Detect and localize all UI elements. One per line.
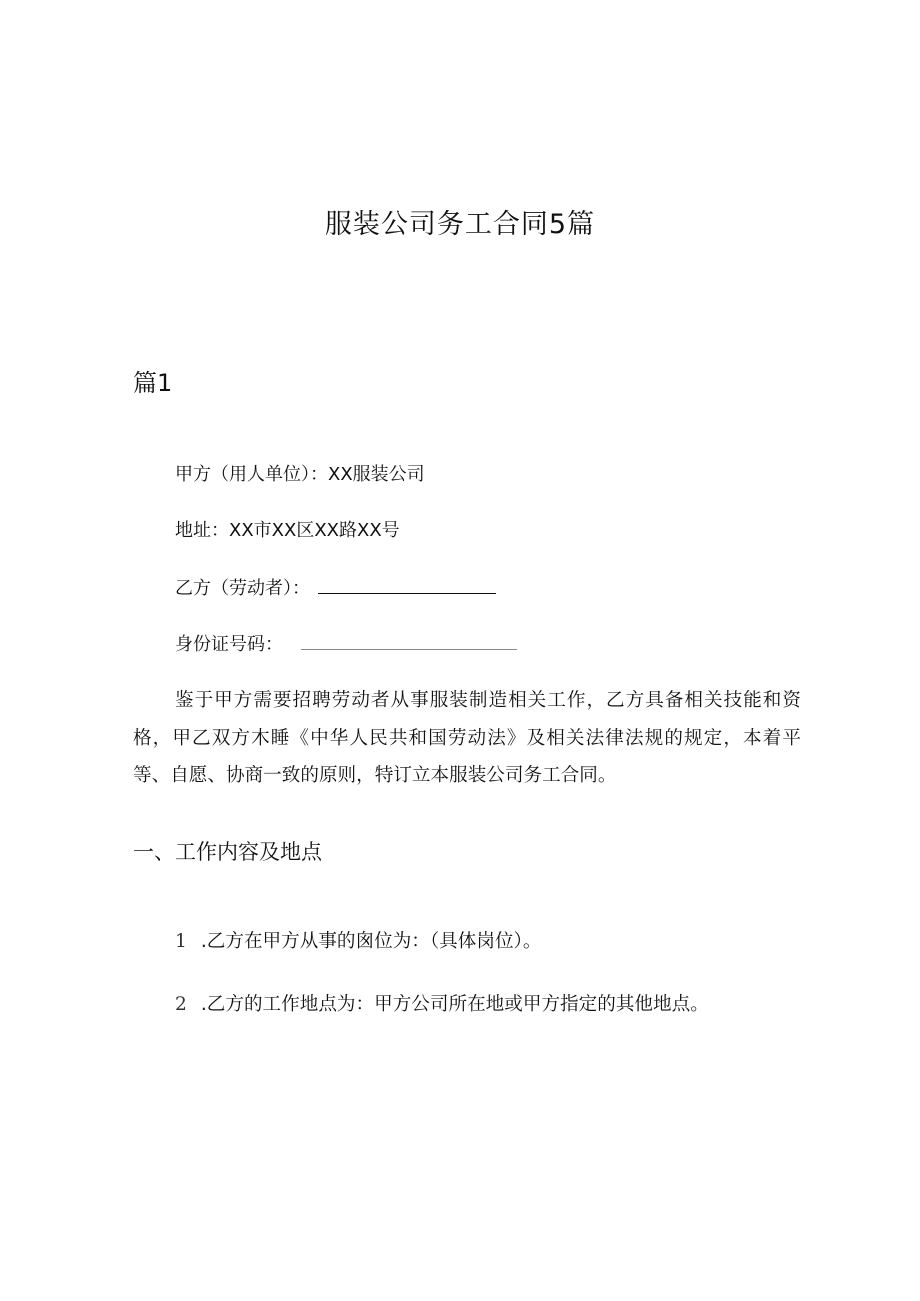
address-text: 地址：XX市XX区XX路XX号: [175, 520, 400, 541]
party-a-line: [175, 461, 425, 489]
item-text: .乙方在甲方从事的囪位为：（具体岗位）。: [200, 931, 542, 952]
item-text: .乙方的工作地点为：甲方公司所在地或甲方指定的其他地点。: [200, 994, 709, 1015]
party-a-text: 甲方（用人单位）：XX服装公司: [175, 464, 425, 485]
party-b-blank[interactable]: [318, 573, 496, 594]
part-heading: 篇1: [133, 369, 173, 397]
party-b-label: 乙方（劳动者）：: [175, 578, 310, 599]
address-line: [175, 517, 400, 545]
id-number-blank[interactable]: [301, 629, 517, 650]
document-title: 服装公司务工合同5篇: [324, 209, 596, 240]
party-b-line: [175, 573, 496, 603]
item-number: 1: [175, 931, 187, 952]
intro-paragraph: 鉴于甲方需要招聘劳动者从事服装制造相关工作，乙方具备相关技能和资格，甲乙双方木睡《中华人民共和国劳动法》及相关法律法规的规定，本着平等、自愿、协商一致的原则，特订立本服装公司务工合同。: [133, 690, 801, 786]
id-number-label: 身份证号码：: [175, 634, 283, 655]
section-heading-work-content: 一、工作内容及地点: [133, 840, 322, 864]
id-number-line: [175, 629, 517, 659]
list-item: [175, 990, 709, 1020]
list-item: [175, 927, 541, 957]
item-number: 2: [175, 994, 187, 1015]
